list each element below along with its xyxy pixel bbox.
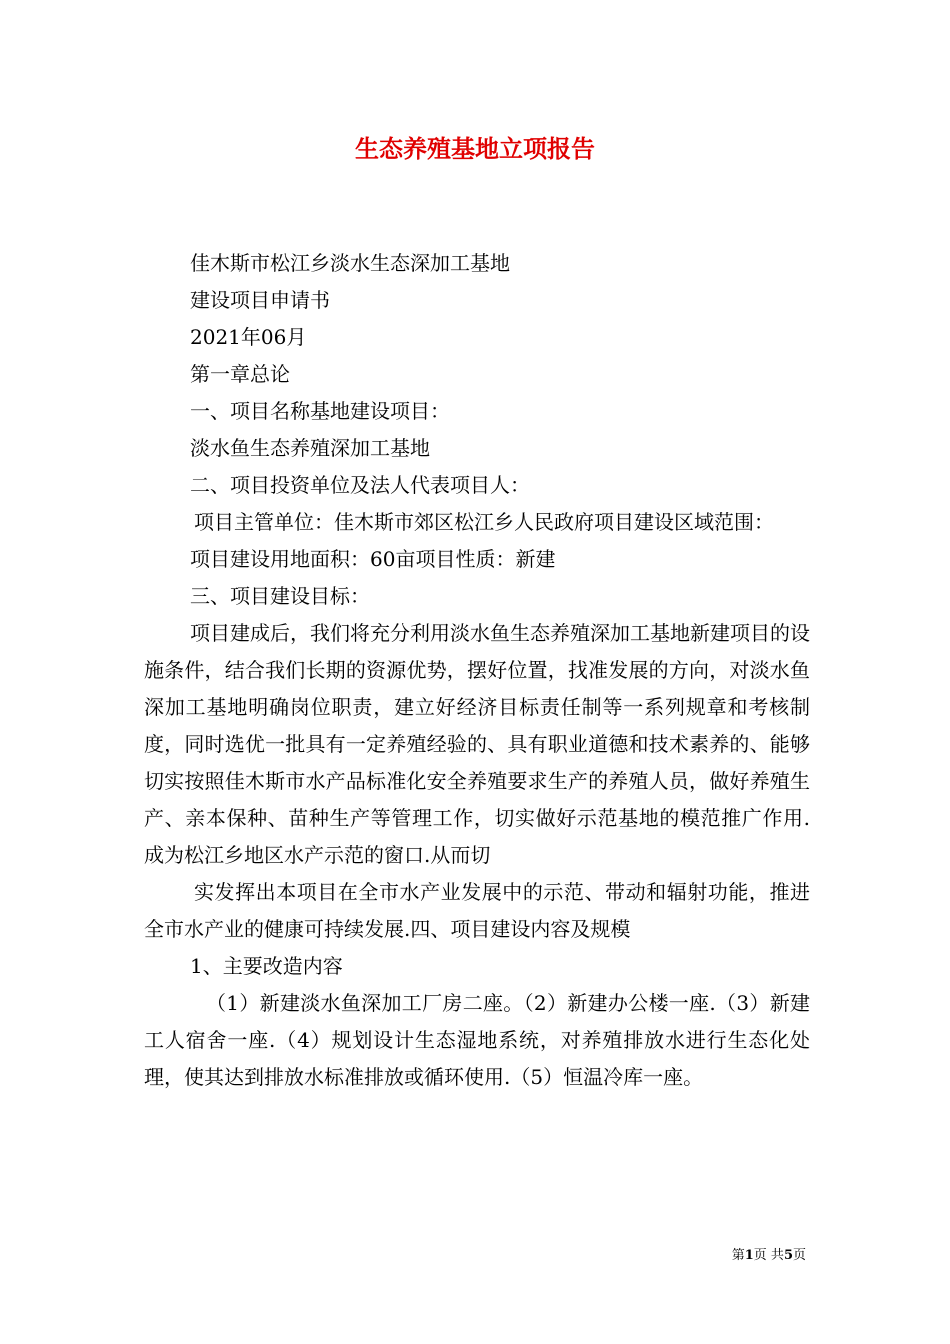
page-number-footer [732, 1247, 806, 1265]
paragraph-base-name: 佳木斯市松江乡淡水生态深加工基地 [190, 251, 510, 275]
paragraph-section-3-heading: 三、项目建设目标： [190, 584, 370, 608]
paragraph-land-area: 项目建设用地面积：60亩项目性质：新建 [190, 547, 556, 571]
footer-total-pages: 5 [783, 1248, 793, 1263]
document-body [144, 245, 810, 1096]
paragraph-demonstration: 实发挥出本项目在全市水产业发展中的示范、带动和辐射功能，推进全市水产业的健康可持续发展.四、项目建设内容及规模 [144, 880, 810, 941]
paragraph-section-1-heading: 一、项目名称基地建设项目： [190, 399, 450, 423]
paragraph-project-name: 淡水鱼生态养殖深加工基地 [190, 436, 430, 460]
footer-middle: 页 共 [753, 1248, 784, 1263]
paragraph-section-2-heading: 二、项目投资单位及法人代表项目人： [190, 473, 530, 497]
footer-page-number: 1 [744, 1248, 754, 1263]
paragraph-renovation-items: （1）新建淡水鱼深加工厂房二座。（2）新建办公楼一座.（3）新建工人宿舍一座.（4）规划设计生态湿地系统，对养殖排放水进行生态化处理，使其达到排放水标准排放或循环使用.（5）恒温冷库一座。 [144, 991, 810, 1089]
paragraph-objectives: 项目建成后，我们将充分利用淡水鱼生态养殖深加工基地新建项目的设施条件，结合我们长期的资源优势，摆好位置，找准发展的方向，对淡水鱼深加工基地明确岗位职责，建立好经济目标责任制等一系列规章和考核制度，同时选优一批具有一定养殖经验的、具有职业道德和技术素养的、能够切实按照佳木斯市水产品标准化安全养殖要求生产的养殖人员，做好养殖生产、亲本保种、苗种生产等管理工作，切实做好示范基地的模范推广作用.成为松江乡地区水产示范的窗口.从而切 [144, 621, 810, 867]
footer-prefix: 第 [731, 1248, 745, 1263]
paragraph-renovation-heading: 1、主要改造内容 [190, 954, 343, 978]
paragraph-date: 2021年06月 [190, 325, 307, 349]
paragraph-application-title: 建设项目申请书 [190, 288, 330, 312]
document-title: 生态养殖基地立项报告 [355, 134, 595, 163]
footer-suffix: 页 [792, 1248, 806, 1263]
paragraph-chapter-heading: 第一章总论 [190, 362, 290, 386]
paragraph-managing-unit: 项目主管单位：佳木斯市郊区松江乡人民政府项目建设区域范围： [194, 510, 774, 534]
